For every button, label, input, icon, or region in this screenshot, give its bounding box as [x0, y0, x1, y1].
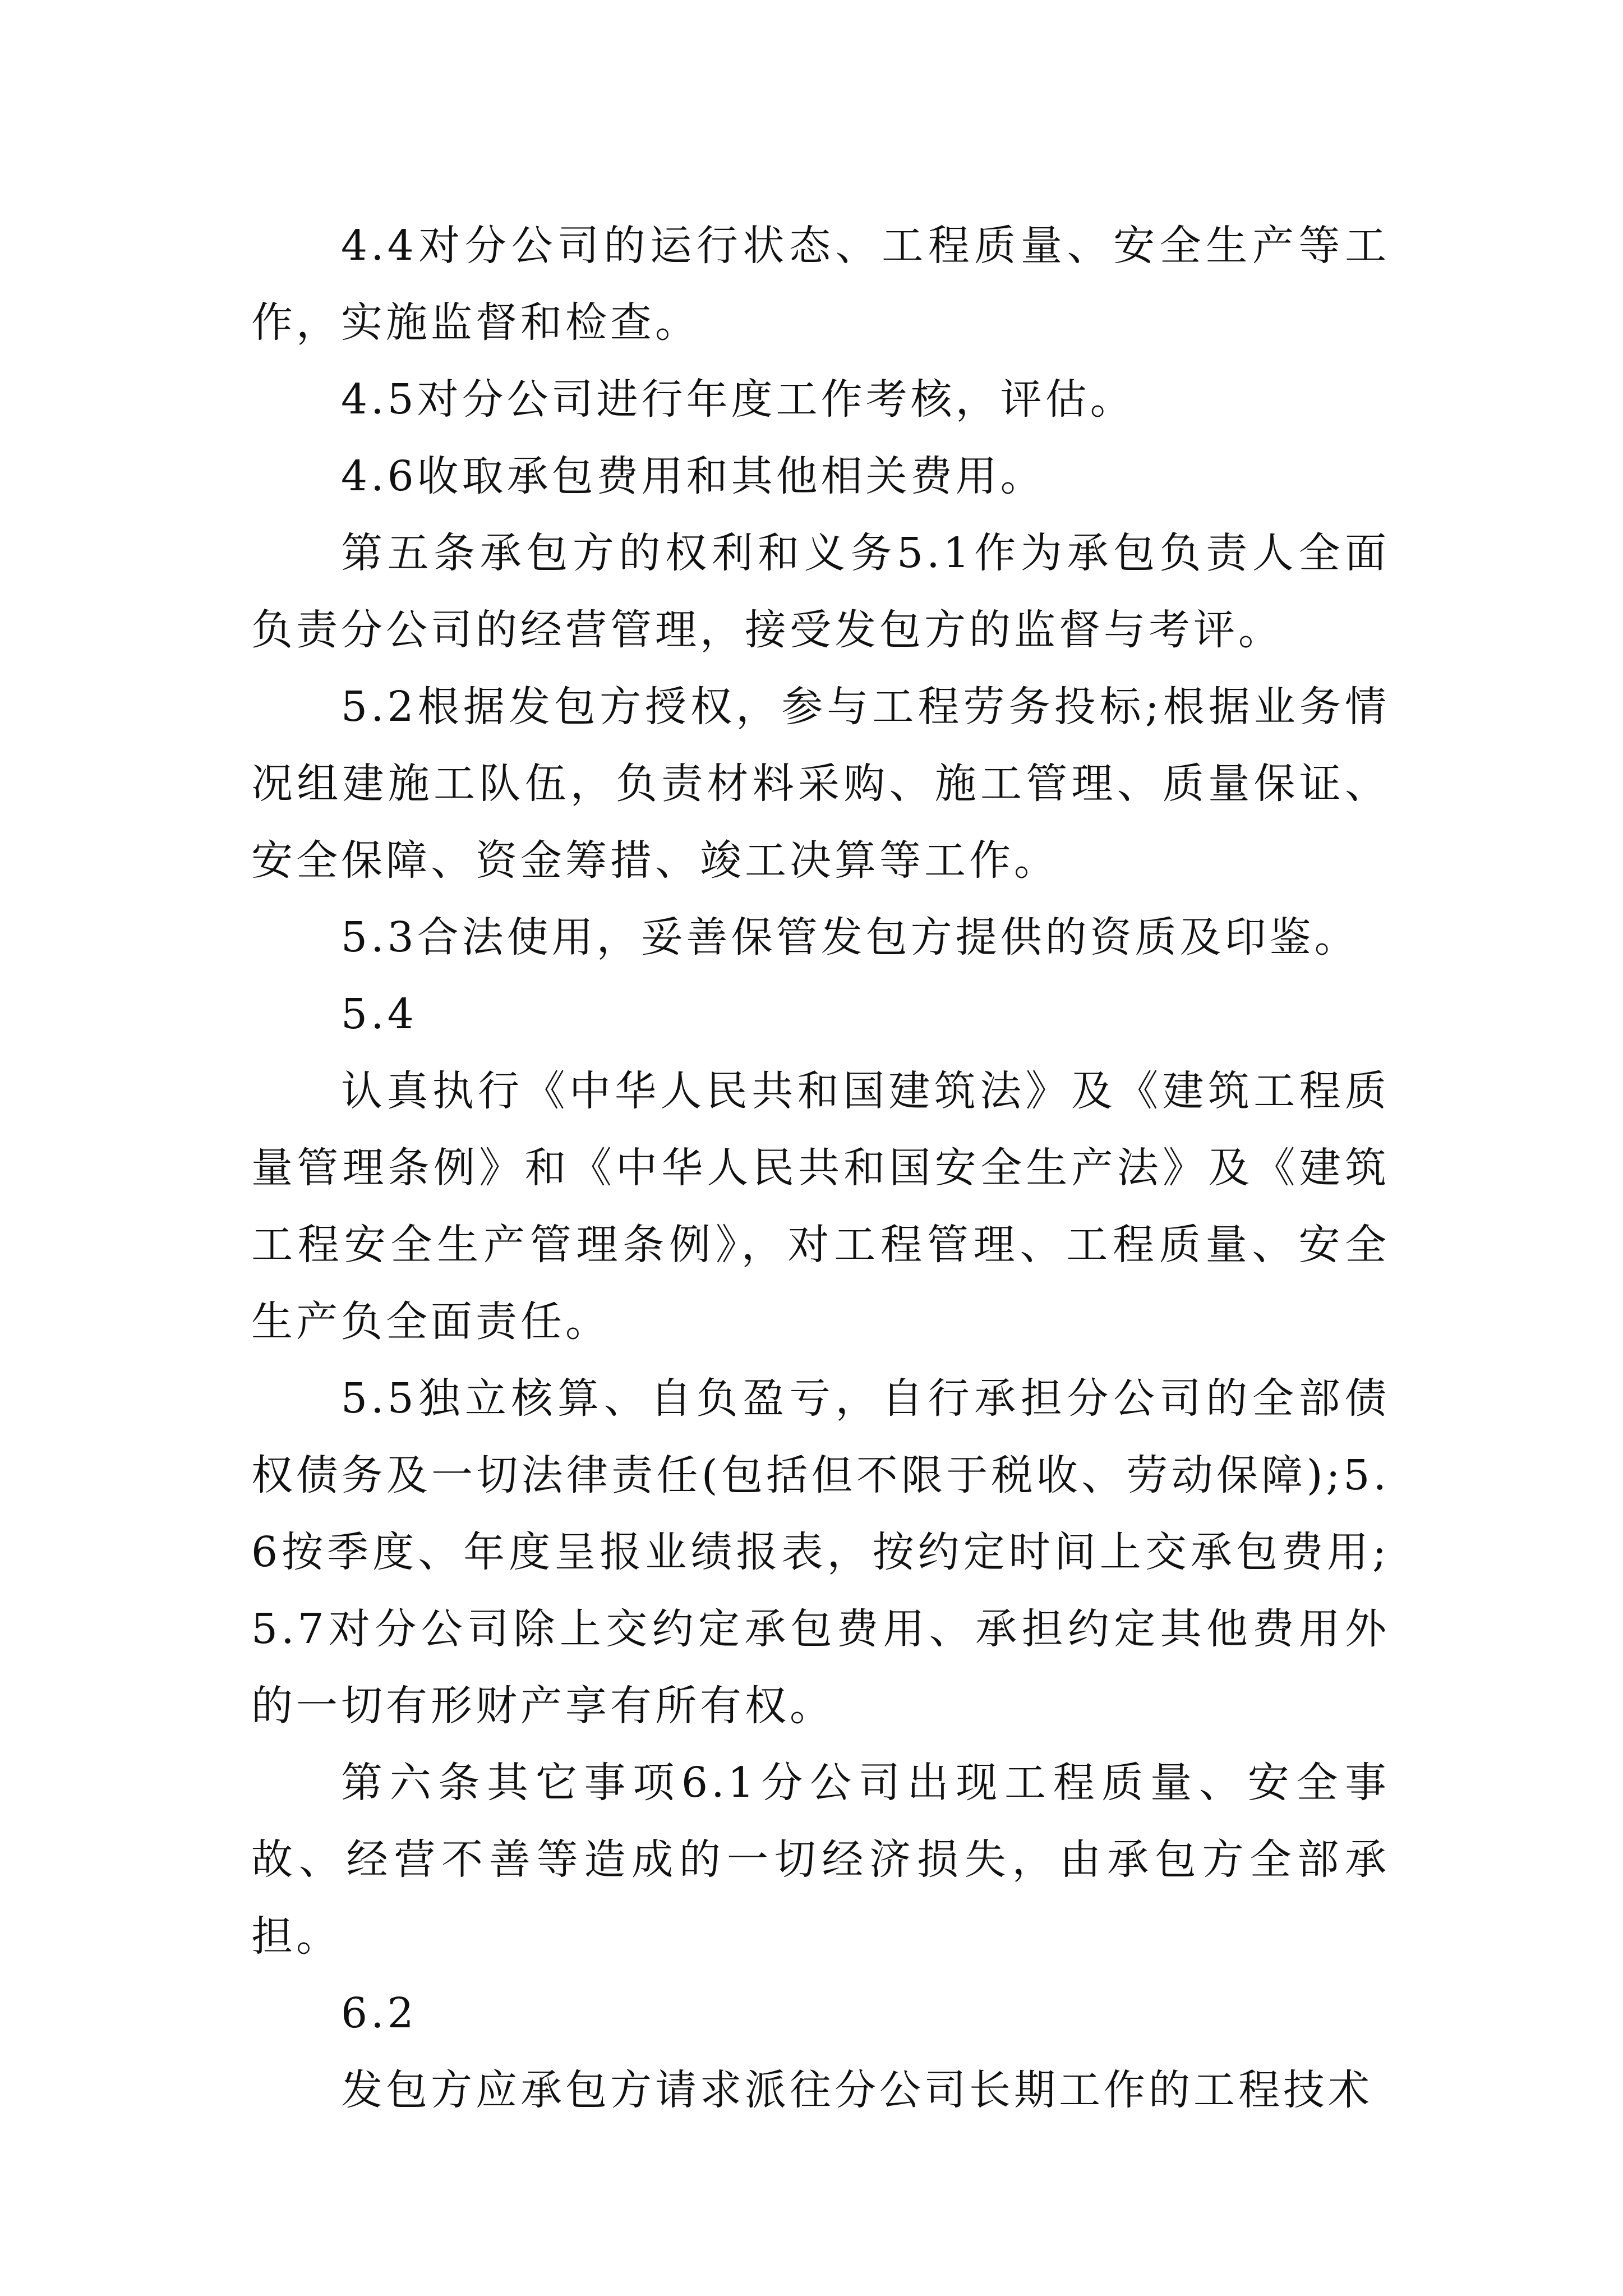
- paragraph-article-5: 第五条承包方的权利和义务5.1作为承包负责人全面负责分公司的经营管理，接受发包方的监督与考评。: [251, 529, 1390, 654]
- paragraph-5-2: 5.2根据发包方授权，参与工程劳务投标;根据业务情况组建施工队伍，负责材料采购、施工管理、质量保证、安全保障、资金筹措、竣工决算等工作。: [251, 683, 1390, 885]
- paragraph-6-2-text: 发包方应承包方请求派往分公司长期工作的工程技术: [341, 2066, 1373, 2114]
- paragraph-5-3: 5.3合法使用，妥善保管发包方提供的资质及印鉴。: [341, 913, 1359, 961]
- paragraph-5-4-text: 认真执行《中华人民共和国建筑法》及《建筑工程质量管理条例》和《中华人民共和国安全生产法》及《建筑工程安全生产管理条例》，对工程管理、工程质量、安全生产负全面责任。: [251, 1067, 1390, 1346]
- paragraph-5-4-number: 5.4: [341, 990, 417, 1038]
- paragraph-4-6: 4.6收取承包费用和其他相关费用。: [341, 452, 1045, 500]
- paragraph-4-4: 4.4对分公司的运行状态、工程质量、安全生产等工作，实施监督和检查。: [251, 222, 1390, 347]
- paragraph-6-2-number: 6.2: [341, 1989, 417, 2037]
- paragraph-5-5: 5.5独立核算、自负盈亏，自行承担分公司的全部债权债务及一切法律责任(包括但不限于税收、劳动保障);5.6按季度、年度呈报业绩报表，按约定时间上交承包费用;5.7对分公司除上交约定承包费用、承担约定其他费用外的一切有形财产享有所有权。: [251, 1374, 1390, 1730]
- paragraph-article-6: 第六条其它事项6.1分公司出现工程质量、安全事故、经营不善等造成的一切经济损失，由承包方全部承担。: [251, 1759, 1390, 1961]
- document-body: [251, 208, 1390, 2129]
- paragraph-4-5: 4.5对分公司进行年度工作考核，评估。: [341, 375, 1135, 424]
